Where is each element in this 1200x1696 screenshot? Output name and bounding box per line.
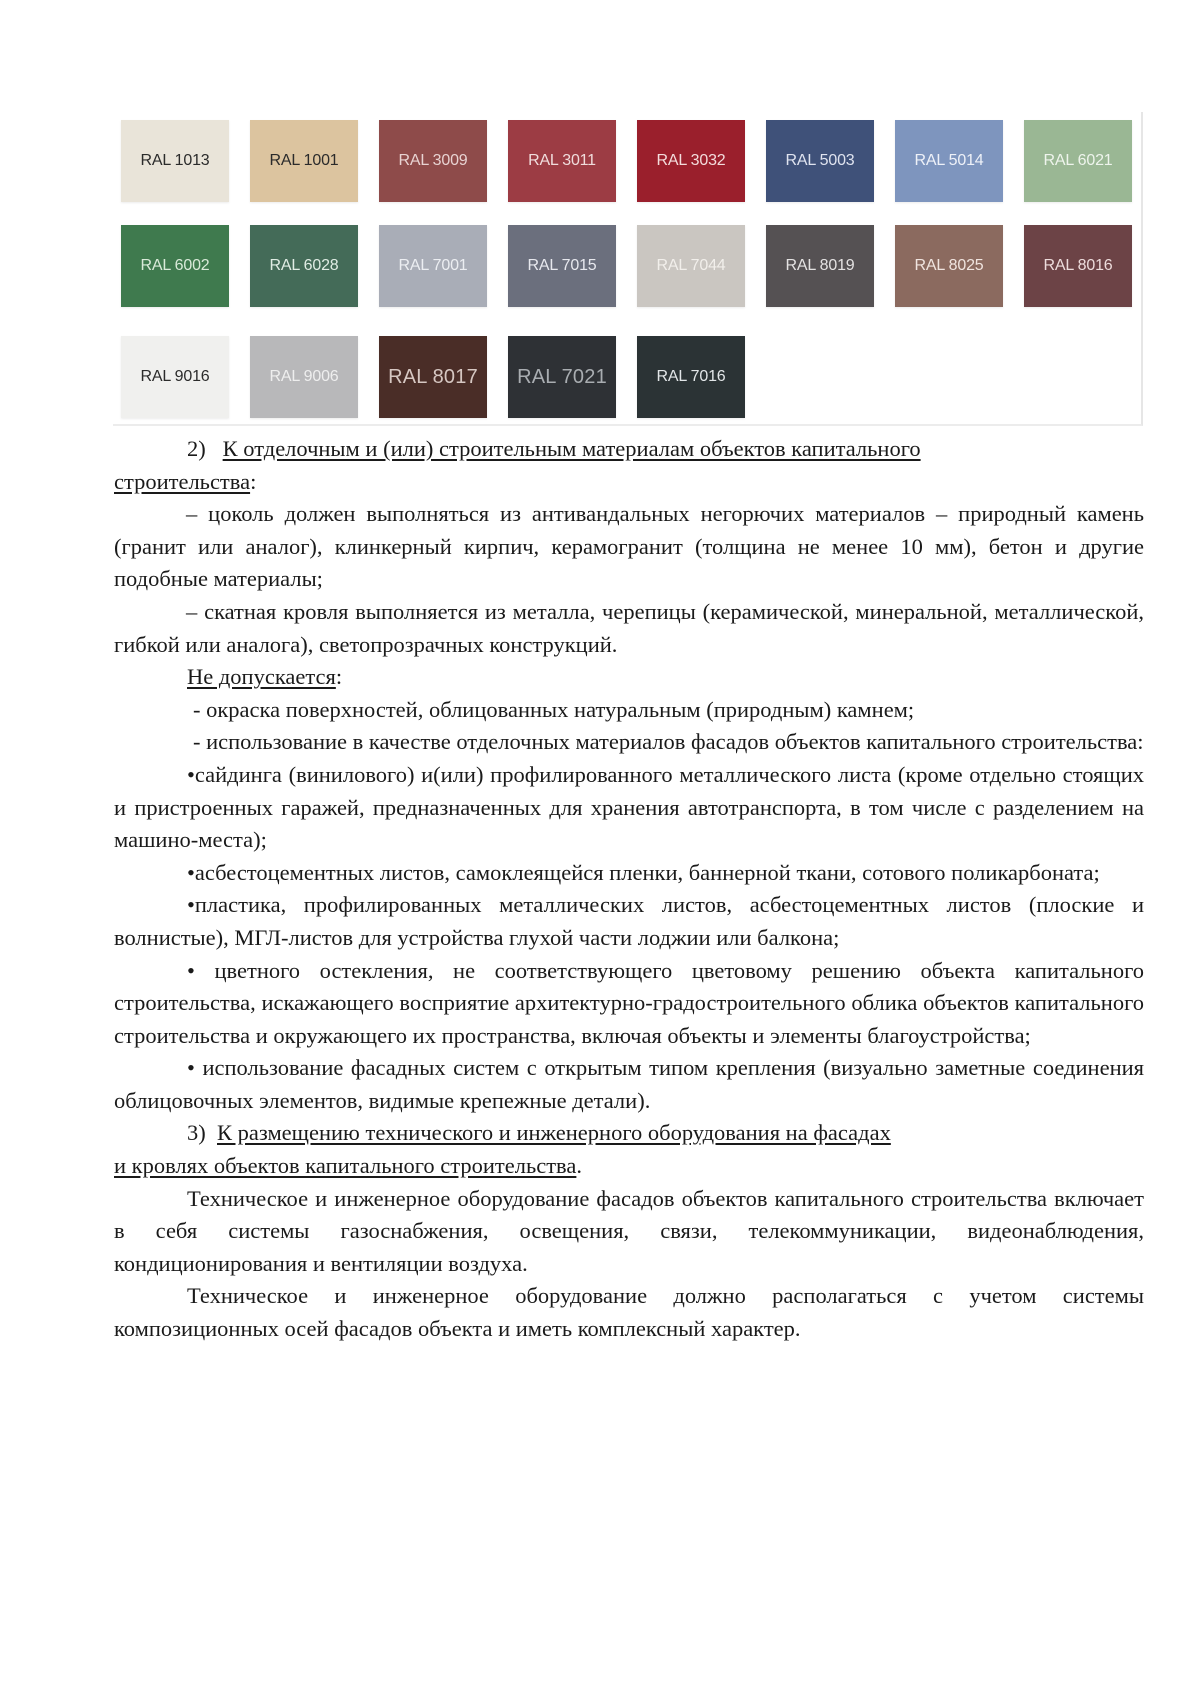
section-2-heading-cont: строительства:: [114, 468, 257, 494]
ral-swatch: RAL 6028: [250, 225, 358, 307]
item-roof: – скатная кровля выполняется из металла, черепицы (керамической, минеральной, металлической, гибкой или аналога), светопрозрачных конструкций.: [114, 598, 1144, 657]
section-2-heading-text: К отделочным и (или) строительным материалам объектов капитального: [222, 436, 921, 461]
bullet-asbestos: •асбестоцементных листов, самоклеящейся пленки, баннерной ткани, сотового поликарбоната;: [187, 859, 1100, 885]
ral-swatch: RAL 7044: [637, 225, 745, 307]
ral-swatch: RAL 6002: [121, 225, 229, 307]
ral-swatch: RAL 6021: [1024, 120, 1132, 202]
ral-swatch: RAL 8016: [1024, 225, 1132, 307]
item-use: - использование в качестве отделочных материалов фасадов объектов капитального строительства:: [193, 729, 1144, 755]
bullet-siding: •сайдинга (винилового) и(или) профилированного металлического листа (кроме отдельно стоящих и пристроенных гаражей, предназначенных для хранения автотранспорта, в том числе с разделением на машино-места);: [114, 761, 1144, 853]
document-body: [114, 433, 1144, 1346]
ral-swatch: RAL 7021: [508, 336, 616, 418]
section-2-heading: 2) К отделочным и (или) строительным материалам объектов капитального: [187, 436, 921, 461]
bullet-plastic: •пластика, профилированных металлических листов, асбестоцементных листов (плоские и волнистые), МГЛ-листов для устройства глухой части лоджии или балкона;: [114, 892, 1144, 950]
bullet-facade: • использование фасадных систем с открытым типом крепления (визуально заметные соединения облицовочных элементов, видимые крепежные детали).: [114, 1055, 1144, 1113]
section-3-para-2: Техническое и инженерное оборудование должно располагаться с учетом системы композиционных осей фасадов объекта и иметь комплексный характер.: [114, 1283, 1144, 1342]
ral-swatch: RAL 7015: [508, 225, 616, 307]
section-3-para-1: Техническое и инженерное оборудование фасадов объектов капитального строительства включает в себя системы газоснабжения, освещения, связи, телекоммуникации, видеонаблюдения, кондиционирования и вентиляции воздуха.: [114, 1185, 1144, 1276]
item-plinth: – цоколь должен выполняться из антивандальных негорючих материалов – природный камень (гранит или аналог), клинкерный кирпич, керамогранит (толщина не менее 10 мм), бетон и другие подобные материалы;: [114, 501, 1144, 592]
ral-swatch: RAL 1001: [250, 120, 358, 202]
ral-swatch: RAL 3032: [637, 120, 745, 202]
ral-swatch: RAL 3011: [508, 120, 616, 202]
ral-swatch: RAL 9016: [121, 336, 229, 418]
ral-swatch: RAL 9006: [250, 336, 358, 418]
ral-swatch: RAL 1013: [121, 120, 229, 202]
section-3-heading-text: К размещению технического и инженерного оборудования на фасадах: [217, 1120, 891, 1146]
ral-swatch: RAL 8019: [766, 225, 874, 307]
ral-swatch: RAL 7016: [637, 336, 745, 418]
ral-swatch: RAL 8017: [379, 336, 487, 418]
ral-swatch: RAL 3009: [379, 120, 487, 202]
ral-swatch: RAL 5003: [766, 120, 874, 202]
item-paint: - окраска поверхностей, облицованных натуральным (природным) камнем;: [193, 696, 915, 722]
ral-swatch: RAL 8025: [895, 225, 1003, 307]
not-allowed-label: Не допускается:: [187, 664, 343, 690]
ral-swatch-panel: [113, 112, 1143, 426]
ral-swatch: RAL 5014: [895, 120, 1003, 202]
section-3-heading-cont: и кровлях объектов капитального строительства.: [114, 1153, 582, 1179]
section-3-heading: 3) К размещению технического и инженерного оборудования на фасадах: [187, 1120, 891, 1146]
ral-swatch: RAL 7001: [379, 225, 487, 307]
bullet-glazing: • цветного остекления, не соответствующего цветовому решению объекта капитального строительства, искажающего восприятие архитектурно-градостроительного облика объектов капитального строительства и окружающего их пространства, включая объекты и элементы благоустройства;: [114, 957, 1144, 1048]
